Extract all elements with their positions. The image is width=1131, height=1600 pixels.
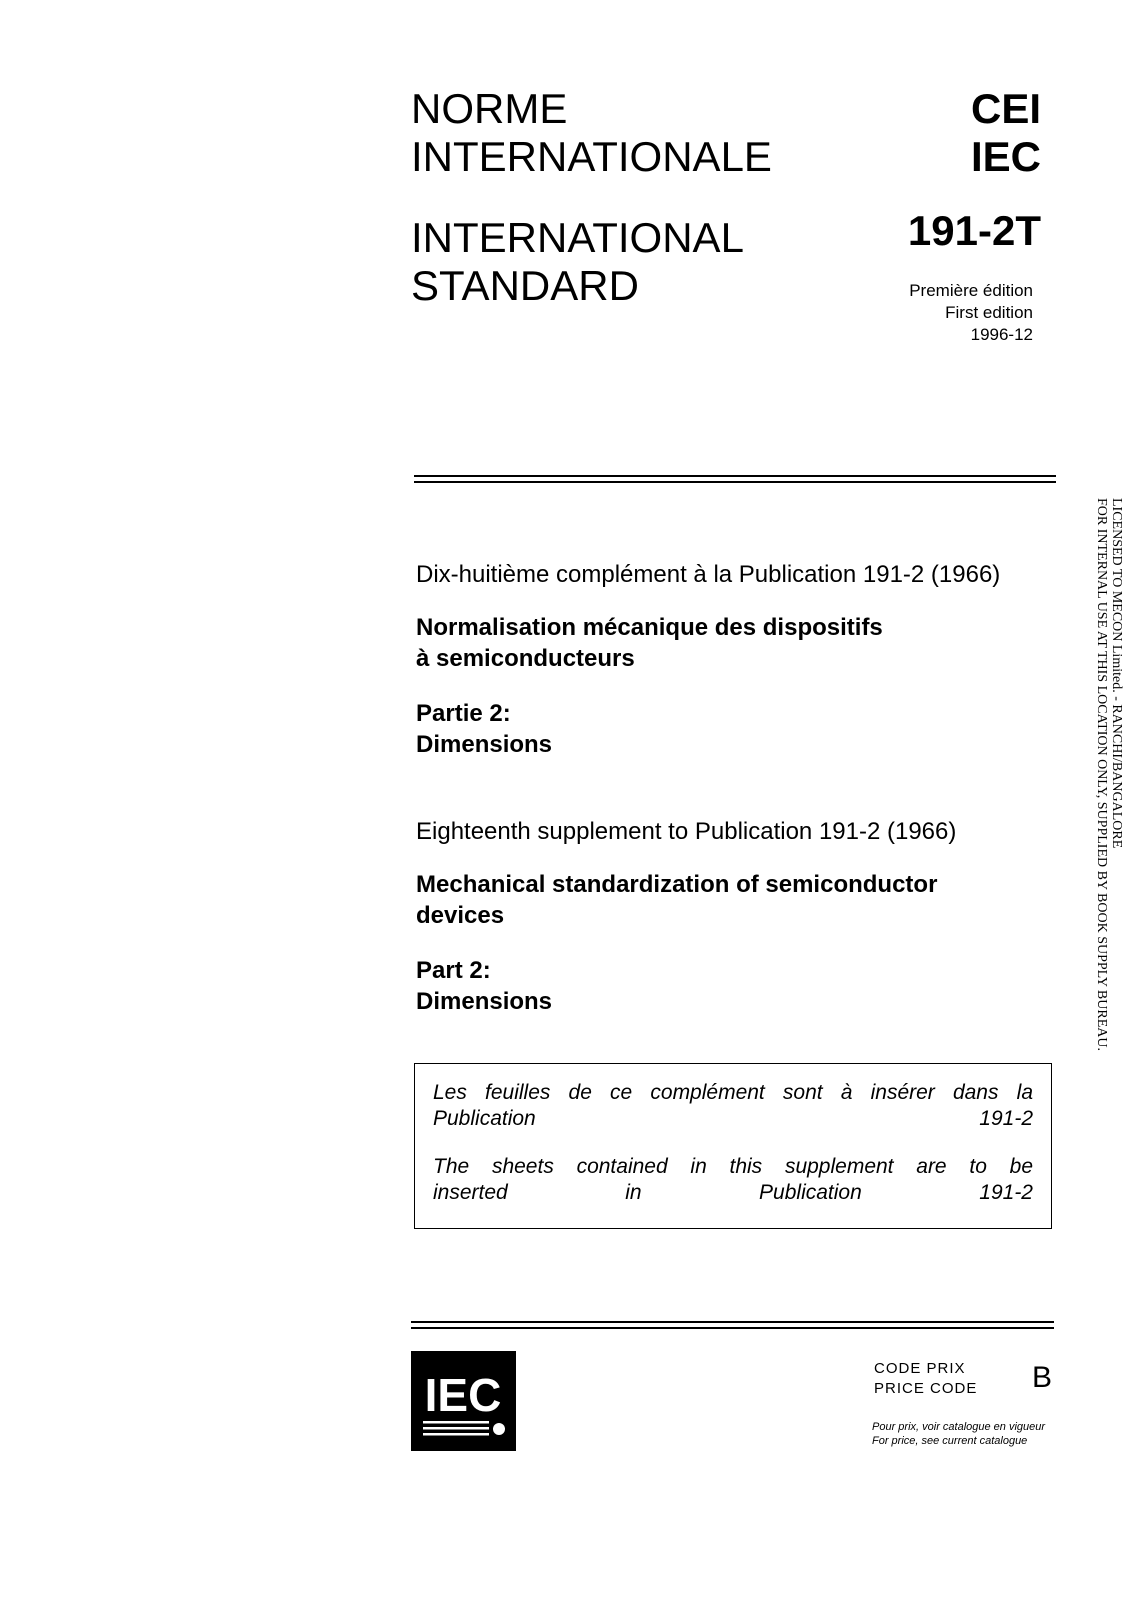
license-sidebar (1090, 498, 1124, 1118)
price-note-fr: Pour prix, voir catalogue en vigueur (872, 1421, 1046, 1433)
doc-title-fr (416, 612, 1096, 674)
note-en-line1: The sheets contained in this supplement are to be (433, 1155, 1033, 1178)
price-note (872, 1420, 1045, 1448)
title-en-line2: STANDARD (411, 262, 639, 309)
code-iec: IEC (970, 133, 1041, 180)
code-cei: CEI (970, 85, 1041, 132)
title-en (411, 214, 744, 310)
iec-logo-graphic (411, 1351, 516, 1451)
note-fr-line2: Publication 191-2 (433, 1107, 1033, 1130)
price-note-en: For price, see current catalogue (872, 1435, 1028, 1447)
doc-title-en (416, 869, 1096, 931)
part-en-line1: Part 2: (416, 957, 491, 984)
license-line1: LICENSED TO MECON Limited. - RANCHI/BANGALORE (1109, 498, 1124, 849)
insert-note-box (414, 1063, 1052, 1229)
license-line2: FOR INTERNAL USE AT THIS LOCATION ONLY, SUPPLIED BY BOOK SUPPLY BUREAU. (1094, 498, 1109, 1051)
supplement-en: Eighteenth supplement to Publication 191-2 (1966) (416, 818, 957, 845)
top-divider (414, 475, 1056, 483)
price-code-value: B (1032, 1361, 1053, 1394)
price-code-label (874, 1359, 977, 1399)
title-fr-line1: NORME (411, 85, 568, 132)
edition-en: First edition (945, 303, 1033, 322)
title-en-line1: INTERNATIONAL (411, 214, 744, 261)
note-en-line2: inserted in Publication 191-2 (433, 1181, 1033, 1204)
iec-logo-icon (411, 1351, 516, 1451)
supplement-fr: Dix-huitième complément à la Publication 191-2 (1966) (416, 561, 1001, 588)
standard-code (971, 85, 1041, 181)
part-fr-line1: Partie 2: (416, 700, 511, 727)
price-label-en: PRICE CODE (874, 1380, 978, 1397)
part-en-line2: Dimensions (416, 988, 553, 1015)
edition-fr: Première édition (909, 281, 1033, 300)
bottom-divider (411, 1321, 1054, 1329)
doc-title-en-line2: devices (416, 902, 505, 929)
edition-date: 1996-12 (970, 325, 1033, 344)
doc-title-fr-line1: Normalisation mécanique des dispositifs (416, 614, 883, 641)
iec-logo-text: IEC (424, 1369, 502, 1421)
note-fr (433, 1080, 1033, 1132)
part-fr-line2: Dimensions (416, 731, 553, 758)
price-label-fr: CODE PRIX (874, 1360, 966, 1377)
note-en (433, 1154, 1033, 1206)
part-fr (416, 698, 1096, 760)
doc-title-en-line1: Mechanical standardization of semiconductor (416, 871, 938, 898)
edition-block (909, 280, 1033, 346)
note-fr-line1: Les feuilles de ce complément sont à insérer dans la (433, 1081, 1033, 1104)
title-fr-line2: INTERNATIONALE (411, 133, 772, 180)
standard-number: 191-2T (907, 207, 1041, 254)
doc-title-fr-line2: à semiconducteurs (416, 645, 635, 672)
title-fr (411, 85, 772, 181)
part-en (416, 955, 1096, 1017)
license-text (1094, 498, 1124, 1118)
